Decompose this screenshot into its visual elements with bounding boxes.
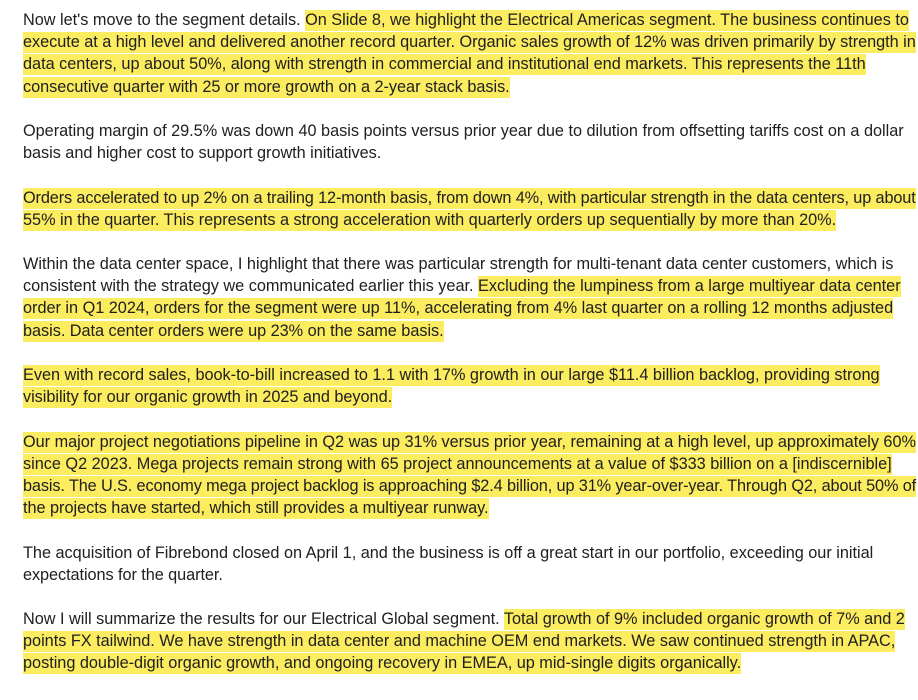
text-line [23,431,918,453]
text-line [23,209,918,231]
plain-text: expectations for the quarter. [23,565,223,584]
plain-text: Now let's move to the segment details. [23,11,306,29]
text-line [23,275,918,297]
text-line [23,320,918,342]
text-line [23,142,918,164]
text-line [23,53,918,75]
highlighted-text: order in Q1 2024, orders for the segment were up 11%, accelerating from 4% last quarter on a rolling 12 months adjusted [23,299,894,318]
transcript-paragraph [23,253,918,342]
transcript-paragraph [23,364,918,408]
highlighted-text: Our major project negotiations pipeline in Q2 was up 31% versus prior year, remaining at a high level, up approximately 60% [23,432,916,451]
transcript-paragraph [23,120,918,164]
highlighted-text: posting double-digit organic growth, and ongoing recovery in EMEA, up mid-single digits organically. [23,654,742,673]
highlighted-text: execute at a high level and delivered another record quarter. Organic sales growth of 12% was driven primarily by strength in [23,33,916,52]
highlighted-text: since Q2 2023. Mega projects remain strong with 65 project announcements at a value of $333 billion on a [indiscernible] [23,454,892,473]
highlighted-text: 55% in the quarter. This represents a strong acceleration with quarterly orders up sequentially by more than 20%. [23,210,837,229]
text-line [23,31,918,53]
transcript-paragraph [23,9,918,98]
text-line [23,542,918,564]
text-line [23,608,918,630]
text-line [23,253,918,275]
highlighted-text: Total growth of 9% included organic growth of 7% and 2 [503,610,905,629]
text-line [23,475,918,497]
highlighted-text: Excluding the lumpiness from a large multiyear data center [478,277,901,296]
plain-text: basis and higher cost to support growth initiatives. [23,144,382,163]
highlighted-text: points FX tailwind. We have strength in data center and machine OEM end markets. We saw continued strength in APAC, [23,632,896,651]
highlighted-text: On Slide 8, we highlight the Electrical Americas segment. The business continues to [305,11,909,29]
highlighted-text: basis. Data center orders were up 23% on the same basis. [23,321,444,340]
text-line [23,120,918,142]
plain-text: consistent with the strategy we communicated earlier this year. [23,277,479,296]
highlighted-text: consecutive quarter with 25 or more growth on a 2-year stack basis. [23,77,510,96]
text-line [23,630,918,652]
highlighted-text: Even with record sales, book-to-bill increased to 1.1 with 17% growth in our large $11.4 billion backlog, providing strong [23,366,880,384]
plain-text: Now I will summarize the results for our Electrical Global segment. [23,610,504,629]
plain-text: Within the data center space, I highlight that there was particular strength for multi-tenant data center customers, which is [23,255,894,274]
highlighted-text: visibility for our organic growth in 2025 and beyond. [23,388,393,407]
transcript-paragraph [23,542,918,586]
highlighted-text: Orders accelerated to up 2% on a trailing 12-month basis, from down 4%, with particular strength in the data centers, up about [23,188,916,207]
text-line [23,187,918,209]
plain-text: The acquisition of Fibrebond closed on April 1, and the business is off a great start in our portfolio, exceeding our initial [23,543,874,562]
text-line [23,76,918,98]
text-line [23,564,918,586]
transcript-paragraph [23,187,918,231]
transcript-paragraph [23,608,918,675]
text-line [23,497,918,519]
transcript-paragraph [23,431,918,520]
text-line [23,652,918,674]
highlighted-text: basis. The U.S. economy mega project backlog is approaching $2.4 billion, up 31% year-over-year. Through Q2, about 50% of [23,476,917,495]
text-line [23,9,918,31]
highlighted-text: the projects have started, which still provides a multiyear runway. [23,499,489,518]
highlighted-text: data centers, up about 50%, along with strength in commercial and institutional end markets. This represents the 11th [23,55,866,74]
plain-text: Operating margin of 29.5% was down 40 basis points versus prior year due to dilution from offsetting tariffs cost on a dollar [23,121,904,140]
text-line [23,453,918,475]
text-line [23,364,918,386]
text-line [23,297,918,319]
text-line [23,386,918,408]
